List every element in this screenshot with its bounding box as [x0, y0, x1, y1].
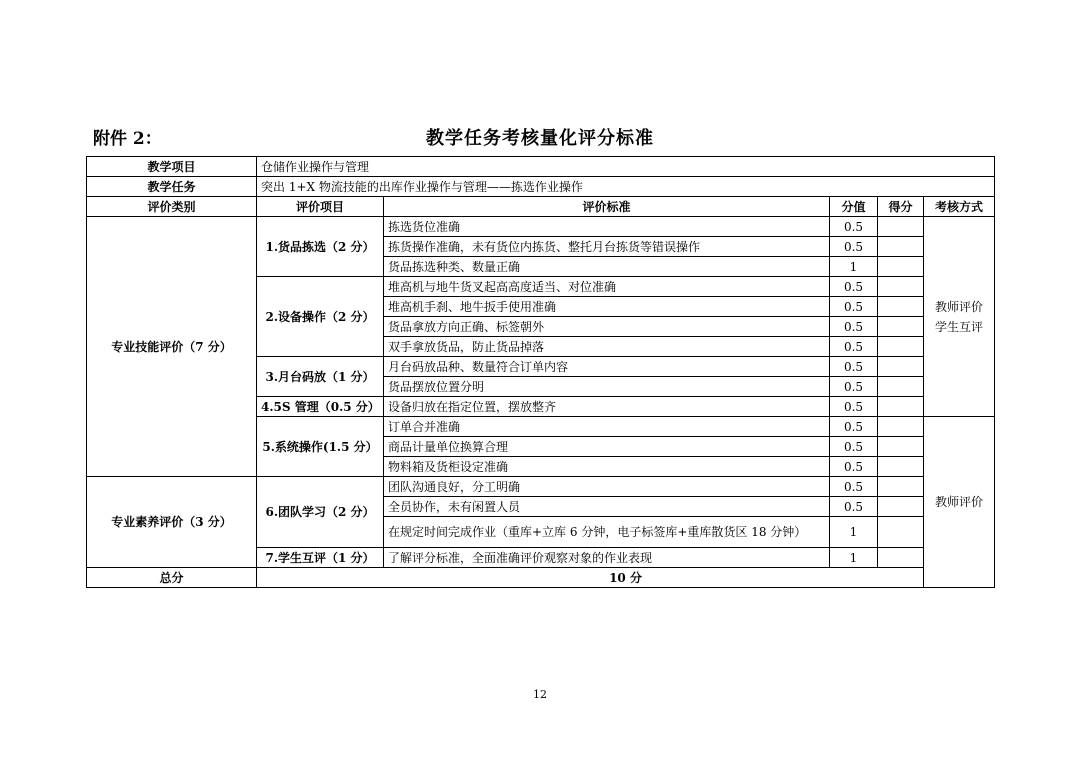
standard-cell: 物料箱及货柜设定准确: [384, 457, 830, 477]
standard-cell: 了解评分标准，全面准确评价观察对象的作业表现: [384, 548, 830, 568]
got-score-cell[interactable]: [878, 337, 924, 357]
col-score-header: 分值: [830, 197, 878, 217]
score-cell: 0.5: [830, 397, 878, 417]
score-cell: 0.5: [830, 417, 878, 437]
method-2: 教师评价: [924, 417, 995, 588]
total-row: [87, 568, 995, 588]
score-cell: 0.5: [830, 437, 878, 457]
got-score-cell[interactable]: [878, 497, 924, 517]
header-row: [87, 197, 995, 217]
document-title: 教学任务考核量化评分标准: [426, 128, 654, 149]
item-6: 6.团队学习（2 分）: [257, 477, 384, 548]
score-cell: 0.5: [830, 477, 878, 497]
project-row: [87, 157, 995, 177]
project-value: 仓储作业操作与管理: [257, 157, 995, 177]
score-cell: 0.5: [830, 317, 878, 337]
standard-cell: 设备归放在指定位置，摆放整齐: [384, 397, 830, 417]
item-5: 5.系统操作(1.5 分）: [257, 417, 384, 477]
standard-cell: 拣货操作准确，未有货位内拣货、整托月台拣货等错误操作: [384, 237, 830, 257]
item-7: 7.学生互评（1 分）: [257, 548, 384, 568]
standard-cell: 订单合并准确: [384, 417, 830, 437]
score-cell: 1: [830, 548, 878, 568]
score-cell: 0.5: [830, 497, 878, 517]
total-value: 10 分: [257, 568, 995, 588]
got-score-cell[interactable]: [878, 377, 924, 397]
standard-cell: 商品计量单位换算合理: [384, 437, 830, 457]
standard-cell: 拣选货位准确: [384, 217, 830, 237]
standard-cell: 全员协作，未有闲置人员: [384, 497, 830, 517]
got-score-cell[interactable]: [878, 277, 924, 297]
standard-cell: 货品摆放位置分明: [384, 377, 830, 397]
col-method-header: 考核方式: [924, 197, 995, 217]
item-1: 1.货品拣选（2 分）: [257, 217, 384, 277]
method-1: 教师评价 学生互评: [924, 217, 995, 417]
standard-cell: 堆高机与地牛货叉起高高度适当、对位准确: [384, 277, 830, 297]
item-3: 3.月台码放（1 分）: [257, 357, 384, 397]
score-cell: 1: [830, 257, 878, 277]
score-cell: 0.5: [830, 357, 878, 377]
page-number: 12: [533, 688, 547, 701]
got-score-cell[interactable]: [878, 237, 924, 257]
item-4: 4.5S 管理（0.5 分）: [257, 397, 384, 417]
col-item-header: 评价项目: [257, 197, 384, 217]
project-label: 教学项目: [87, 157, 257, 177]
col-standard-header: 评价标准: [384, 197, 830, 217]
got-score-cell[interactable]: [878, 457, 924, 477]
got-score-cell[interactable]: [878, 217, 924, 237]
table-row: [87, 217, 995, 237]
got-score-cell[interactable]: [878, 297, 924, 317]
task-label: 教学任务: [87, 177, 257, 197]
got-score-cell[interactable]: [878, 517, 924, 548]
scoring-table: [86, 156, 995, 588]
standard-cell: 月台码放品种、数量符合订单内容: [384, 357, 830, 377]
total-label: 总分: [87, 568, 257, 588]
category-quality: 专业素养评价（3 分）: [87, 477, 257, 568]
score-cell: 0.5: [830, 457, 878, 477]
score-cell: 0.5: [830, 337, 878, 357]
item-2: 2.设备操作（2 分）: [257, 277, 384, 357]
got-score-cell[interactable]: [878, 397, 924, 417]
score-cell: 1: [830, 517, 878, 548]
col-got-header: 得分: [878, 197, 924, 217]
standard-cell: 在规定时间完成作业（重库+立库 6 分钟，电子标签库+重库散货区 18 分钟）: [384, 517, 830, 548]
attachment-label: 附件 2：: [93, 129, 162, 149]
got-score-cell[interactable]: [878, 548, 924, 568]
task-row: [87, 177, 995, 197]
got-score-cell[interactable]: [878, 357, 924, 377]
got-score-cell[interactable]: [878, 437, 924, 457]
standard-cell: 双手拿放货品，防止货品掉落: [384, 337, 830, 357]
standard-cell: 货品拿放方向正确、标签朝外: [384, 317, 830, 337]
standard-cell: 堆高机手刹、地牛扳手使用准确: [384, 297, 830, 317]
got-score-cell[interactable]: [878, 417, 924, 437]
score-cell: 0.5: [830, 237, 878, 257]
task-value: 突出 1+X 物流技能的出库作业操作与管理——拣选作业操作: [257, 177, 995, 197]
category-skill: 专业技能评价（7 分）: [87, 217, 257, 477]
got-score-cell[interactable]: [878, 257, 924, 277]
score-cell: 0.5: [830, 377, 878, 397]
got-score-cell[interactable]: [878, 477, 924, 497]
got-score-cell[interactable]: [878, 317, 924, 337]
score-cell: 0.5: [830, 217, 878, 237]
col-category-header: 评价类别: [87, 197, 257, 217]
score-cell: 0.5: [830, 277, 878, 297]
standard-cell: 团队沟通良好，分工明确: [384, 477, 830, 497]
standard-cell: 货品拣选种类、数量正确: [384, 257, 830, 277]
table-row: [87, 477, 995, 497]
score-cell: 0.5: [830, 297, 878, 317]
